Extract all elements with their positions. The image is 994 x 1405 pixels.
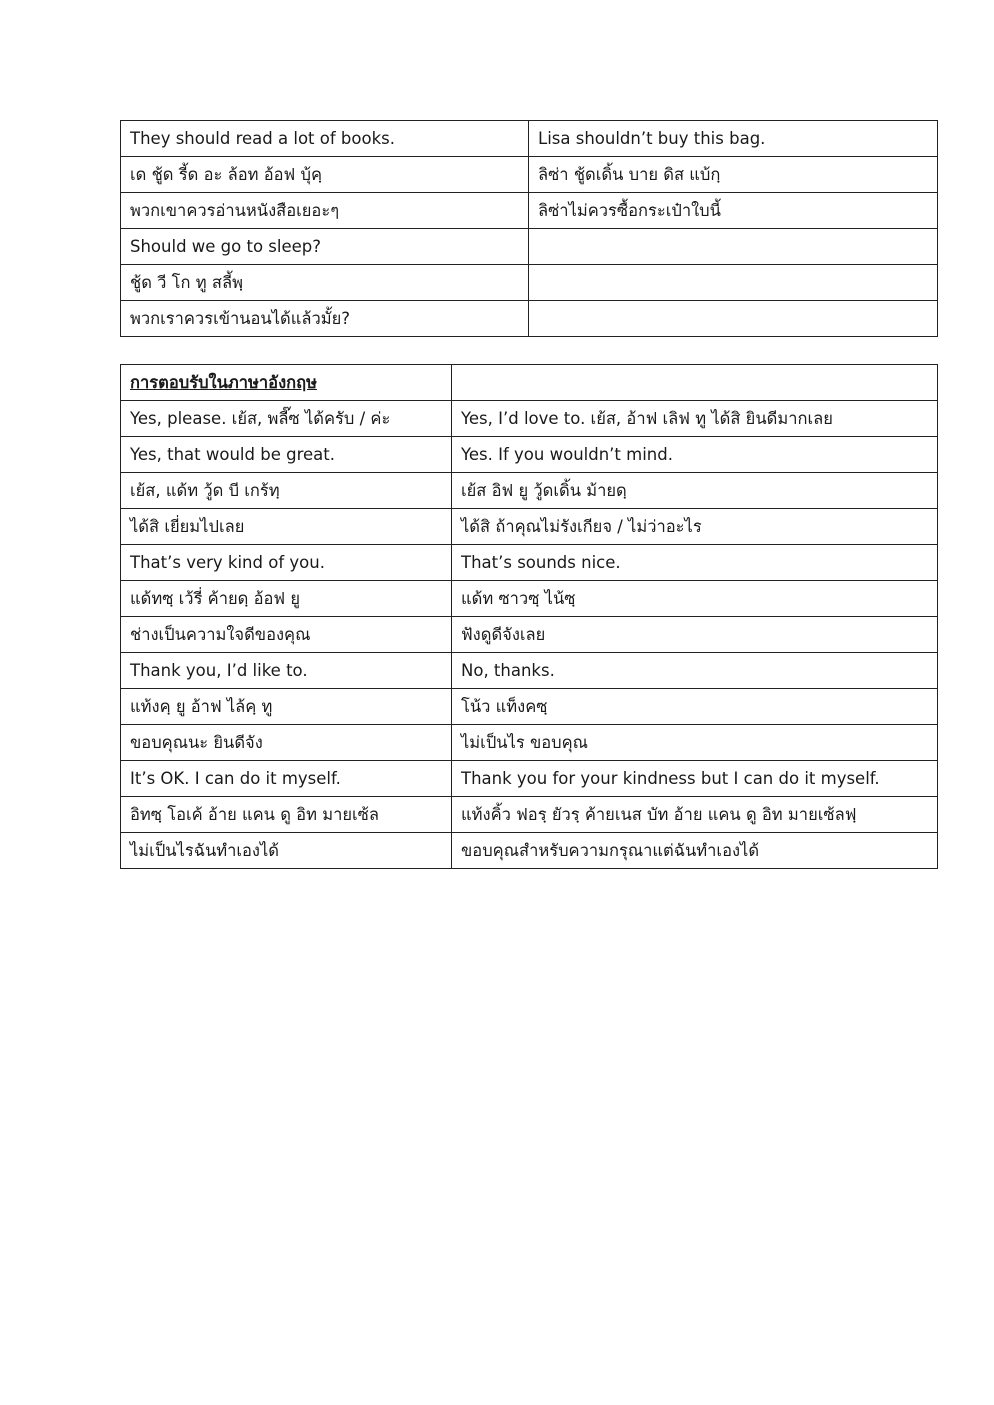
table-cell: แท้งคิ้ว ฟอรฺ ยัวรฺ ค้ายเนส บัท อ้าย แคน ดู อิท มายเซ้ลฟฺ xyxy=(452,797,938,833)
table-cell: Thank you, I’d like to. xyxy=(121,653,452,689)
table-cell: Thank you for your kindness but I can do it myself. xyxy=(452,761,938,797)
table-cell: เด ชู้ด รี้ด อะ ล้อท อ้อฟ บุ้คฺ xyxy=(121,157,529,193)
table-row xyxy=(121,193,938,229)
table-cell: เย้ส อิฟ ยู วู้ดเดิ้น ม้ายดฺ xyxy=(452,473,938,509)
table-cell: Lisa shouldn’t buy this bag. xyxy=(529,121,938,157)
table-cell: ไม่เป็นไรฉันทำเองได้ xyxy=(121,833,452,869)
table-row xyxy=(121,797,938,833)
table-row xyxy=(121,653,938,689)
table-cell: ขอบคุณสำหรับความกรุณาแต่ฉันทำเองได้ xyxy=(452,833,938,869)
table-row xyxy=(121,157,938,193)
table-cell: Yes, that would be great. xyxy=(121,437,452,473)
table-row xyxy=(121,229,938,265)
table-cell: Yes, please. เย้ส, พลี๊ซ ได้ครับ / ค่ะ xyxy=(121,401,452,437)
table-row xyxy=(121,689,938,725)
table-cell: That’s very kind of you. xyxy=(121,545,452,581)
table-row xyxy=(121,581,938,617)
table-cell xyxy=(529,229,938,265)
table-cell: No, thanks. xyxy=(452,653,938,689)
table-header-row xyxy=(121,365,938,401)
table-cell: They should read a lot of books. xyxy=(121,121,529,157)
table-cell: Yes. If you wouldn’t mind. xyxy=(452,437,938,473)
table-cell xyxy=(529,301,938,337)
table-cell: Should we go to sleep? xyxy=(121,229,529,265)
table-row xyxy=(121,833,938,869)
table-cell: It’s OK. I can do it myself. xyxy=(121,761,452,797)
table-cell: ได้สิ เยี่ยมไปเลย xyxy=(121,509,452,545)
table-cell: โน้ว แท็งคซฺ xyxy=(452,689,938,725)
table-cell: ชู้ด วี โก ทู สลี้พฺ xyxy=(121,265,529,301)
table-cell: That’s sounds nice. xyxy=(452,545,938,581)
table-row xyxy=(121,301,938,337)
table-cell: ลิซ่า ชู้ดเดิ้น บาย ดิส แบ้กฺ xyxy=(529,157,938,193)
table-cell: ได้สิ ถ้าคุณไม่รังเกียจ / ไม่ว่าอะไร xyxy=(452,509,938,545)
table-row xyxy=(121,401,938,437)
should-phrases-table xyxy=(120,120,938,337)
table-cell: ช่างเป็นความใจดีของคุณ xyxy=(121,617,452,653)
table-row xyxy=(121,545,938,581)
table-cell: แด้ทซฺ เว้รี่ ค้ายดฺ อ้อฟ ยู xyxy=(121,581,452,617)
table-row xyxy=(121,437,938,473)
table-cell: แท้งคฺ ยู อ้าฟ ไล้คฺ ทู xyxy=(121,689,452,725)
table-cell: ลิซ่าไม่ควรซื้อกระเป๋าใบนี้ xyxy=(529,193,938,229)
table-cell: Yes, I’d love to. เย้ส, อ้าฟ เลิฟ ทู ได้สิ ยินดีมากเลย xyxy=(452,401,938,437)
table-cell: พวกเราควรเข้านอนได้แล้วมั้ย? xyxy=(121,301,529,337)
table-row xyxy=(121,617,938,653)
table-row xyxy=(121,761,938,797)
table-row xyxy=(121,121,938,157)
table-cell: ขอบคุณนะ ยินดีจัง xyxy=(121,725,452,761)
table-cell: พวกเขาควรอ่านหนังสือเยอะๆ xyxy=(121,193,529,229)
table-cell: ไม่เป็นไร ขอบคุณ xyxy=(452,725,938,761)
table-cell xyxy=(452,365,938,401)
table-cell: อิทซฺ โอเค้ อ้าย แคน ดู อิท มายเซ้ล xyxy=(121,797,452,833)
table-cell xyxy=(529,265,938,301)
english-responses-table xyxy=(120,364,938,869)
table-row xyxy=(121,265,938,301)
table-row xyxy=(121,509,938,545)
table-cell: เย้ส, แด้ท วู้ด บี เกร้ทฺ xyxy=(121,473,452,509)
table-cell: ฟังดูดีจังเลย xyxy=(452,617,938,653)
table-heading: การตอบรับในภาษาอังกฤษ xyxy=(121,365,452,401)
table-row xyxy=(121,473,938,509)
table-cell: แด้ท ซาวซฺ ไน้ซฺ xyxy=(452,581,938,617)
table-row xyxy=(121,725,938,761)
